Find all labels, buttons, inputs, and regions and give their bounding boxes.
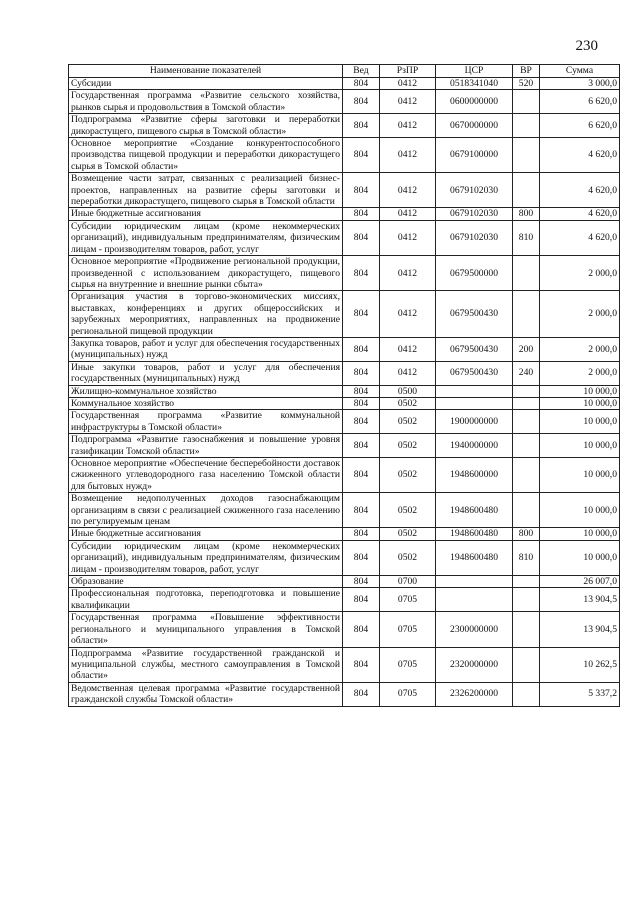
table-row [69,114,620,138]
table-row [69,458,620,493]
cell-sum: 10 000,0 [540,540,620,575]
table-row [69,528,620,540]
cell-vr [513,385,540,397]
cell-csr: 0679500430 [436,291,513,338]
cell-ved: 804 [343,256,380,291]
table-row [69,682,620,706]
cell-sum: 10 000,0 [540,385,620,397]
cell-ved: 804 [343,410,380,434]
cell-sum: 4 620,0 [540,208,620,220]
cell-csr: 0670000000 [436,114,513,138]
cell-rzpr: 0502 [380,397,436,409]
cell-vr [513,576,540,588]
cell-csr: 0679500000 [436,256,513,291]
cell-sum: 10 000,0 [540,458,620,493]
table-row [69,256,620,291]
cell-vr: 200 [513,337,540,361]
cell-sum: 3 000,0 [540,78,620,90]
cell-rzpr: 0500 [380,385,436,397]
cell-ved: 804 [343,208,380,220]
cell-ved: 804 [343,458,380,493]
cell-sum: 13 904,5 [540,588,620,612]
table-row [69,576,620,588]
cell-csr [436,397,513,409]
cell-csr: 0518341040 [436,78,513,90]
cell-sum: 10 000,0 [540,410,620,434]
cell-name: Иные бюджетные ассигнования [69,528,343,540]
cell-vr: 800 [513,528,540,540]
cell-name: Субсидии юридическим лицам (кроме некоммерческих организаций), индивидуальным предпринимателям, физическим лицам - производителям товаров, работ, услуг [69,540,343,575]
cell-sum: 10 262,5 [540,647,620,682]
cell-sum: 10 000,0 [540,397,620,409]
cell-vr: 810 [513,220,540,255]
cell-vr: 520 [513,78,540,90]
cell-ved: 804 [343,114,380,138]
cell-ved: 804 [343,528,380,540]
cell-ved: 804 [343,385,380,397]
cell-rzpr: 0705 [380,612,436,647]
cell-csr: 2326200000 [436,682,513,706]
cell-rzpr: 0412 [380,90,436,114]
header-rzpr: РзПР [380,65,436,78]
table-row [69,220,620,255]
cell-csr: 1948600480 [436,528,513,540]
cell-rzpr: 0502 [380,434,436,458]
cell-ved: 804 [343,337,380,361]
header-sum: Сумма [540,65,620,78]
cell-rzpr: 0412 [380,138,436,173]
cell-vr [513,90,540,114]
cell-csr: 1940000000 [436,434,513,458]
cell-name: Государственная программа «Повышение эффективности регионального и муниципального управления в Томской области» [69,612,343,647]
cell-sum: 13 904,5 [540,612,620,647]
cell-name: Подпрограмма «Развитие государственной гражданской и муниципальной службы, местного самоуправления в Томской области» [69,647,343,682]
table-row [69,138,620,173]
cell-sum: 4 620,0 [540,220,620,255]
table-row [69,493,620,528]
cell-sum: 26 007,0 [540,576,620,588]
header-csr: ЦСР [436,65,513,78]
cell-rzpr: 0412 [380,220,436,255]
table-row [69,540,620,575]
cell-rzpr: 0502 [380,528,436,540]
table-row [69,588,620,612]
cell-name: Ведомственная целевая программа «Развитие государственной гражданской службы Томской области» [69,682,343,706]
cell-csr [436,576,513,588]
cell-vr [513,458,540,493]
cell-name: Основное мероприятие «Создание конкурентоспособного производства пищевой продукции и переработки дикорастущего сырья в Томской области» [69,138,343,173]
cell-sum: 6 620,0 [540,114,620,138]
cell-ved: 804 [343,576,380,588]
cell-rzpr: 0412 [380,173,436,208]
cell-rzpr: 0705 [380,647,436,682]
cell-ved: 804 [343,173,380,208]
table-row [69,291,620,338]
table-row [69,208,620,220]
cell-vr [513,256,540,291]
cell-name: Организация участия в торгово-экономических миссиях, выставках, конференциях и других общероссийских и зарубежных мероприятиях, направленных на продвижение региональной пищевой продукции [69,291,343,338]
table-body [69,78,620,707]
table-row [69,337,620,361]
cell-ved: 804 [343,291,380,338]
cell-rzpr: 0502 [380,458,436,493]
cell-vr [513,291,540,338]
cell-name: Государственная программа «Развитие коммунальной инфраструктуры в Томской области» [69,410,343,434]
cell-csr: 1900000000 [436,410,513,434]
cell-vr [513,493,540,528]
cell-sum: 2 000,0 [540,256,620,291]
cell-name: Жилищно-коммунальное хозяйство [69,385,343,397]
cell-csr: 1948600000 [436,458,513,493]
cell-csr: 2300000000 [436,612,513,647]
table-row [69,410,620,434]
cell-sum: 6 620,0 [540,90,620,114]
header-name: Наименование показателей [69,65,343,78]
cell-ved: 804 [343,647,380,682]
cell-name: Профессиональная подготовка, переподготовка и повышение квалификации [69,588,343,612]
cell-vr [513,682,540,706]
cell-csr: 0679100000 [436,138,513,173]
cell-name: Иные бюджетные ассигнования [69,208,343,220]
cell-rzpr: 0412 [380,78,436,90]
cell-vr [513,612,540,647]
cell-ved: 804 [343,138,380,173]
cell-vr [513,647,540,682]
header-vr: ВР [513,65,540,78]
cell-ved: 804 [343,540,380,575]
cell-rzpr: 0412 [380,337,436,361]
cell-name: Закупка товаров, работ и услуг для обеспечения государственных (муниципальных) нужд [69,337,343,361]
table-row [69,361,620,385]
table-row [69,434,620,458]
cell-name: Подпрограмма «Развитие газоснабжения и повышение уровня газификации Томской области» [69,434,343,458]
cell-sum: 10 000,0 [540,528,620,540]
cell-csr: 0679500430 [436,361,513,385]
cell-vr: 240 [513,361,540,385]
cell-ved: 804 [343,682,380,706]
cell-vr [513,410,540,434]
cell-vr: 800 [513,208,540,220]
cell-sum: 4 620,0 [540,173,620,208]
cell-vr [513,138,540,173]
cell-rzpr: 0412 [380,291,436,338]
cell-sum: 2 000,0 [540,337,620,361]
cell-sum: 2 000,0 [540,361,620,385]
cell-rzpr: 0412 [380,361,436,385]
table-row [69,78,620,90]
cell-vr [513,588,540,612]
cell-rzpr: 0502 [380,493,436,528]
cell-rzpr: 0502 [380,540,436,575]
cell-ved: 804 [343,588,380,612]
cell-ved: 804 [343,493,380,528]
cell-csr: 0679102030 [436,173,513,208]
cell-rzpr: 0705 [380,588,436,612]
cell-csr: 0679102030 [436,208,513,220]
cell-rzpr: 0412 [380,114,436,138]
table-row [69,173,620,208]
cell-rzpr: 0700 [380,576,436,588]
cell-rzpr: 0705 [380,682,436,706]
cell-vr [513,397,540,409]
page-number: 230 [575,38,598,54]
cell-csr: 0679500430 [436,337,513,361]
cell-name: Основное мероприятие «Продвижение региональной продукции, произведенной с использованием дикорастущего, пищевого сырья на внутренние и внешние рынки сбыта» [69,256,343,291]
cell-sum: 5 337,2 [540,682,620,706]
cell-csr: 2320000000 [436,647,513,682]
cell-name: Субсидии [69,78,343,90]
cell-ved: 804 [343,78,380,90]
cell-vr: 810 [513,540,540,575]
cell-sum: 10 000,0 [540,493,620,528]
cell-rzpr: 0412 [380,256,436,291]
cell-csr [436,588,513,612]
cell-name: Государственная программа «Развитие сельского хозяйства, рынков сырья и продовольствия в Томской области» [69,90,343,114]
cell-rzpr: 0502 [380,410,436,434]
cell-csr: 0600000000 [436,90,513,114]
table-row [69,90,620,114]
table-row [69,385,620,397]
cell-name: Подпрограмма «Развитие сферы заготовки и переработки дикорастущего, пищевого сырья в Томской области» [69,114,343,138]
cell-csr [436,385,513,397]
table-row [69,612,620,647]
cell-rzpr: 0412 [380,208,436,220]
cell-csr: 0679102030 [436,220,513,255]
cell-ved: 804 [343,220,380,255]
cell-name: Основное мероприятие «Обеспечение бесперебойности доставок сжиженного углеводородного газа населению Томской области для бытовых нужд» [69,458,343,493]
cell-name: Образование [69,576,343,588]
cell-vr [513,434,540,458]
cell-csr: 1948600480 [436,493,513,528]
cell-name: Коммунальное хозяйство [69,397,343,409]
cell-ved: 804 [343,361,380,385]
cell-csr: 1948600480 [436,540,513,575]
table-row [69,647,620,682]
cell-sum: 10 000,0 [540,434,620,458]
table-header-row [69,65,620,78]
budget-table [68,64,620,707]
cell-name: Возмещение части затрат, связанных с реализацией бизнес-проектов, направленных на развитие сферы заготовки и переработки дикорастущего, пищевого сырья в Томской области [69,173,343,208]
cell-sum: 4 620,0 [540,138,620,173]
cell-name: Субсидии юридическим лицам (кроме некоммерческих организаций), индивидуальным предпринимателям, физическим лицам - производителям товаров, работ, услуг [69,220,343,255]
cell-ved: 804 [343,434,380,458]
cell-name: Иные закупки товаров, работ и услуг для обеспечения государственных (муниципальных) нужд [69,361,343,385]
cell-vr [513,114,540,138]
cell-ved: 804 [343,397,380,409]
cell-name: Возмещение недополученных доходов газоснабжающим организациям в связи с реализацией сжиженного газа населению по регулируемым ценам [69,493,343,528]
cell-vr [513,173,540,208]
table-row [69,397,620,409]
header-ved: Вед [343,65,380,78]
cell-sum: 2 000,0 [540,291,620,338]
cell-ved: 804 [343,90,380,114]
cell-ved: 804 [343,612,380,647]
